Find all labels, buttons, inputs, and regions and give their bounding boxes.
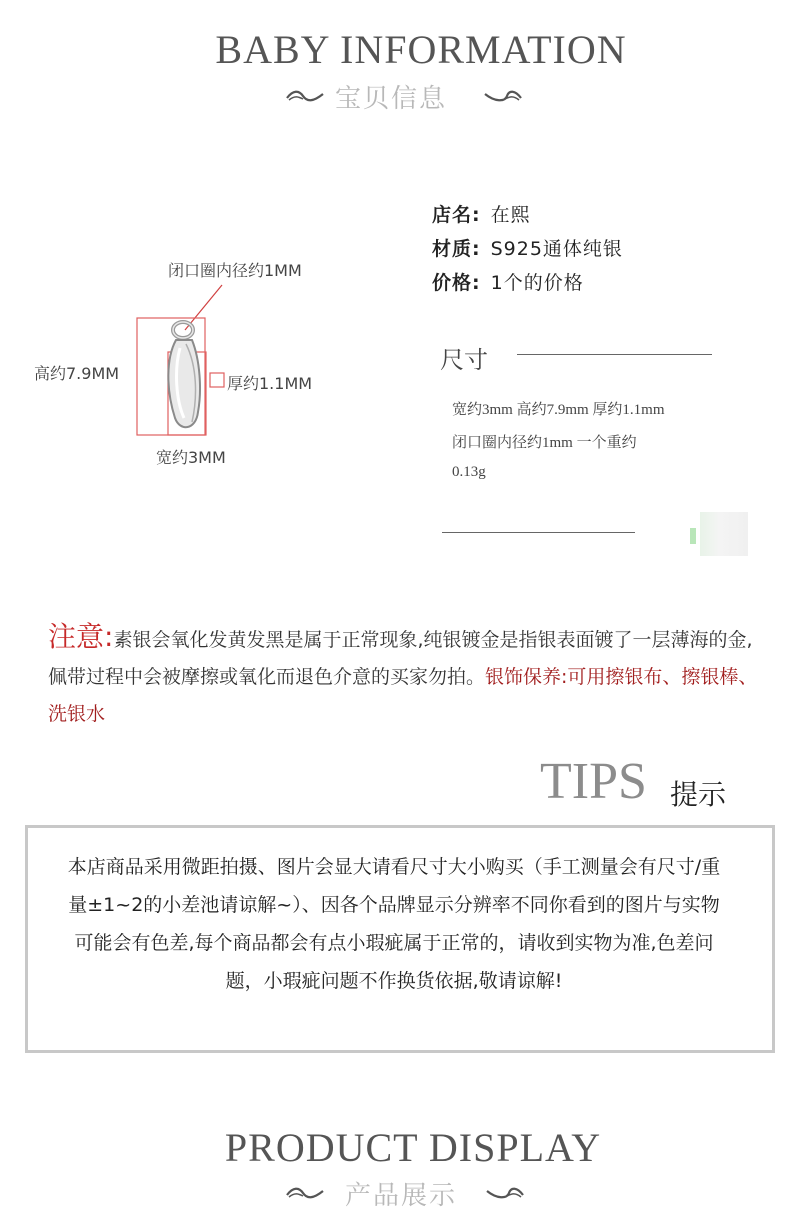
label-height: 高约7.9MM: [34, 364, 120, 383]
size-divider: [517, 354, 712, 355]
material-label: 材质:: [432, 238, 481, 260]
size-heading: 尺寸: [440, 346, 488, 374]
notice-paragraph: [48, 618, 764, 733]
label-thickness: 厚约1.1MM: [227, 374, 313, 393]
tips-text: 本店商品采用微距拍摄、图片会显大请看尺寸大小购买（手工测量会有尺寸/重量±1~2的小差池请谅解~）、因各个品牌显示分辨率不同你看到的图片与实物可能会有色差,每个商品都会有点小瑕疵属于正常的，请收到实物为准,色差问题，小瑕疵问题不作换货依据,敬请谅解!: [67, 856, 721, 992]
info-shop: [432, 200, 531, 227]
swirl-right-icon: [485, 1183, 525, 1203]
swirl-right-icon: [483, 86, 523, 106]
info-bottom-divider: [442, 532, 635, 533]
label-ring-diameter: 闭口圈内径约1MM: [168, 261, 302, 280]
price-value: 1个的价格: [490, 272, 584, 294]
notice-label: 注意:: [48, 620, 114, 653]
size-line-1: 宽约3mm 高约7.9mm 厚约1.1mm: [452, 402, 665, 418]
price-label: 价格:: [432, 272, 481, 294]
swirl-left-icon: [285, 86, 325, 106]
tips-title-en: TIPS: [540, 753, 647, 810]
shop-label: 店名:: [432, 204, 481, 226]
decorative-block: [700, 512, 748, 556]
info-price: [432, 268, 584, 295]
notice-care: 银饰保养:可用擦银布、擦银棒、洗银水: [48, 666, 758, 725]
notice-text: 素银会氧化发黄发黑是属于正常现象,纯银镀金是指银表面镀了一层薄海的金,佩带过程中会被摩擦或氧化而退色介意的买家勿拍。: [48, 629, 753, 688]
product-diagram: [0, 240, 420, 480]
section-title-product-display: PRODUCT DISPLAY: [224, 1125, 602, 1170]
size-line-3: 0.13g: [452, 464, 486, 480]
section-subtitle-baby-information: 宝贝信息: [335, 84, 448, 114]
tips-title-cn: 提示: [670, 778, 727, 811]
info-material: [432, 234, 623, 261]
material-value: S925通体纯银: [490, 238, 623, 260]
size-line-2: 闭口圈内径约1mm 一个重约: [452, 435, 637, 451]
label-width: 宽约3MM: [156, 448, 226, 467]
section-title-baby-information: BABY INFORMATION: [215, 27, 627, 72]
shop-value: 在熙: [490, 204, 531, 226]
decorative-green-mark: [690, 528, 696, 544]
section-subtitle-product-display: 产品展示: [345, 1181, 458, 1211]
swirl-left-icon: [285, 1183, 325, 1203]
